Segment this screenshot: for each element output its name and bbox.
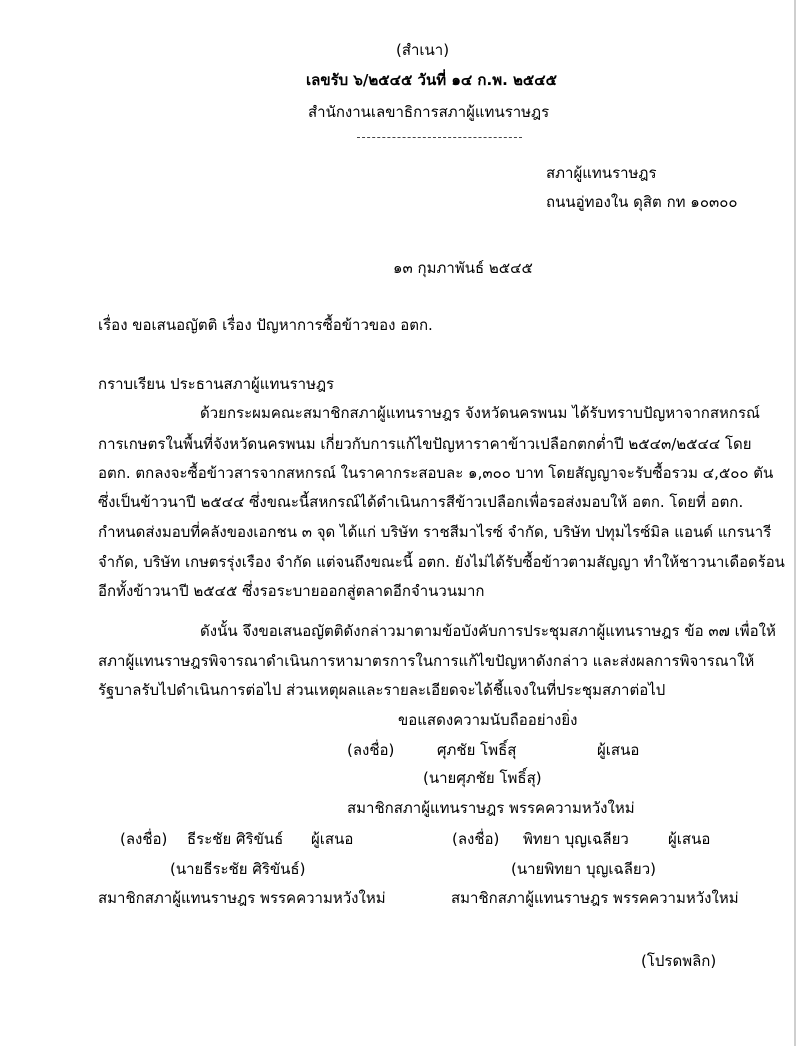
- signer-role: ผู้เสนอ: [668, 830, 711, 848]
- body-line: กำหนดส่งมอบที่คลังของเอกชน ๓ จุด ได้แก่ บริษัท ราชสีมาไรซ์ จำกัด, บริษัท ปทุมไรซ์มิล แอนด์ แกรนารี: [98, 523, 772, 541]
- please-turn-over: (โปรดพลิก): [641, 952, 717, 970]
- body-line: อตก. ตกลงจะซื้อข้าวสารจากสหกรณ์ ในราคากระสอบละ ๑,๓๐๐ บาท โดยสัญญาจะรับซื้อรวม ๔,๕๐๐ ตัน: [98, 464, 774, 482]
- copy-note: (สำเนา): [396, 41, 450, 59]
- signer-position: สมาชิกสภาผู้แทนราษฎร พรรคความหวังใหม่: [451, 889, 739, 907]
- address-line-1: สภาผู้แทนราษฎร: [546, 164, 657, 182]
- signer-name: ธีระชัย ศิริขันธ์: [187, 830, 284, 848]
- signer-position: สมาชิกสภาผู้แทนราษฎร พรรคความหวังใหม่: [98, 889, 386, 907]
- signer-full-name: (นายพิทยา บุญเฉลียว): [511, 860, 656, 878]
- body-line: รัฐบาลรับไปดำเนินการต่อไป ส่วนเหตุผลและรายละเอียดจะได้ชี้แจงในที่ประชุมสภาต่อไป: [98, 681, 666, 699]
- body-line: ซึ่งเป็นข้าวนาปี ๒๕๔๔ ซึ่งขณะนี้สหกรณ์ได้ดำเนินการสีข้าวเปลือกเพื่อรอส่งมอบให้ อตก. โดยที่ อตก.: [98, 493, 744, 511]
- signer-full-name: (นายธีระชัย ศิริขันธ์): [170, 860, 306, 878]
- header-divider: [357, 137, 522, 138]
- body-line: จำกัด, บริษัท เกษตรรุ่งเรือง จำกัด แต่จนถึงขณะนี้ อตก. ยังไม่ได้รับซื้อข้าวตามสัญญา ทำให้ชาวนาเดือดร้อน: [98, 553, 785, 571]
- receipt-stamp: เลขรับ ๖/๒๕๔๕ วันที่ ๑๔ ก.พ. ๒๕๔๕: [306, 71, 557, 89]
- sign-label: (ลงชื่อ): [347, 741, 395, 759]
- signer-position: สมาชิกสภาผู้แทนราษฎร พรรคความหวังใหม่: [347, 799, 635, 817]
- office-name: สำนักงานเลขาธิการสภาผู้แทนราษฎร: [308, 103, 550, 121]
- closing: ขอแสดงความนับถืออย่างยิ่ง: [398, 711, 578, 729]
- signer-role: ผู้เสนอ: [311, 830, 354, 848]
- signer-role: ผู้เสนอ: [597, 741, 640, 759]
- salutation: กราบเรียน ประธานสภาผู้แทนราษฎร: [98, 375, 335, 393]
- body-line: สภาผู้แทนราษฎรพิจารณาดำเนินการหามาตรการในการแก้ไขปัญหาดังกล่าว และส่งผลการพิจารณาให้: [98, 652, 755, 670]
- body-line: การเกษตรในพื้นที่จังหวัดนครพนม เกี่ยวกับการแก้ไขปัญหาราคาข้าวเปลือกตกต่ำปี ๒๕๔๓/๒๕๔๔ โดย: [98, 435, 752, 453]
- sign-label: (ลงชื่อ): [452, 830, 500, 848]
- body-line: ดังนั้น จึงขอเสนอญัตติดังกล่าวมาตามข้อบังคับการประชุมสภาผู้แทนราษฎร ข้อ ๓๗ เพื่อให้: [200, 622, 776, 640]
- body-line: ด้วยกระผมคณะสมาชิกสภาผู้แทนราษฎร จังหวัดนครพนม ได้รับทราบปัญหาจากสหกรณ์: [200, 404, 760, 422]
- signer-name: ศุภชัย โพธิ์สุ: [437, 741, 517, 759]
- address-line-2: ถนนอู่ทองใน ดุสิต กท ๑๐๓๐๐: [546, 193, 738, 211]
- subject-line: เรื่อง ขอเสนอญัตติ เรื่อง ปัญหาการซื้อข้าวของ อตก.: [98, 316, 433, 334]
- signer-name: พิทยา บุญเฉลียว: [523, 830, 629, 848]
- body-line: อีกทั้งข้าวนาปี ๒๕๔๕ ซึ่งรอระบายออกสู่ตลาดอีกจำนวนมาก: [98, 582, 485, 600]
- sign-label: (ลงชื่อ): [120, 830, 168, 848]
- signer-full-name: (นายศุภชัย โพธิ์สุ): [423, 769, 542, 787]
- page-edge: [794, 0, 796, 1046]
- letter-date: ๑๓ กุมภาพันธ์ ๒๕๔๕: [393, 259, 533, 277]
